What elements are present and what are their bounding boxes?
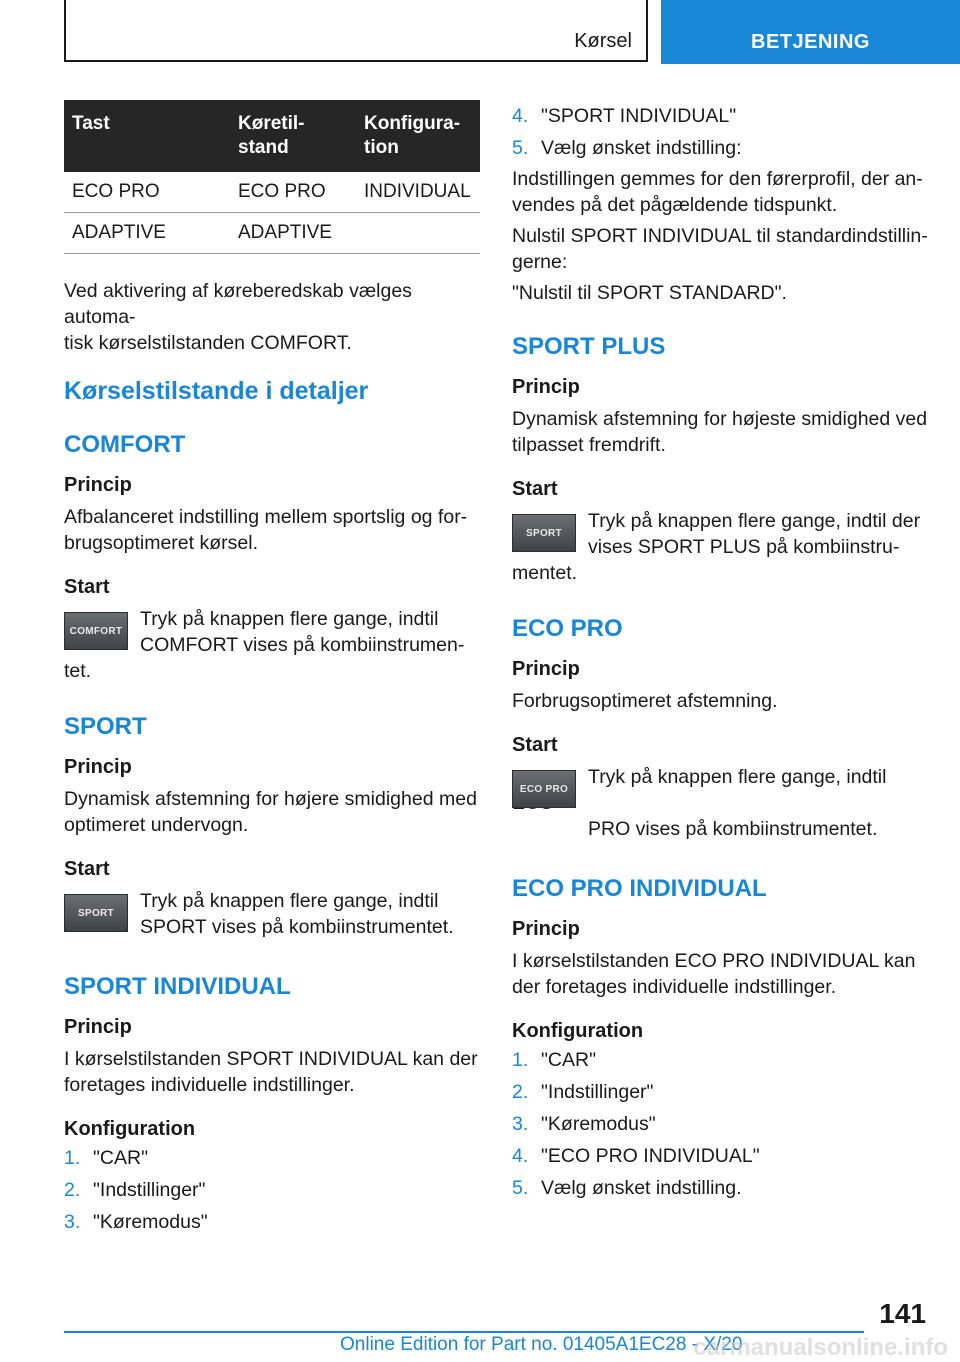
table-cell: ECO PRO: [64, 172, 230, 213]
step-text: "Køremodus": [541, 1113, 656, 1135]
table-header-text: Køretil- stand: [238, 113, 305, 158]
step-text: "CAR": [93, 1147, 149, 1169]
list-item: [64, 1142, 480, 1174]
table-cell: INDIVIDUAL: [356, 172, 480, 213]
eco-pro-heading: ECO PRO: [512, 615, 623, 642]
sport-individual-princip-label: Princip: [64, 1016, 132, 1038]
step-number: 2.: [512, 1081, 529, 1103]
step-number: 4.: [512, 105, 529, 127]
eco-pro-individual-heading: ECO PRO INDIVIDUAL: [512, 875, 767, 902]
list-item: [512, 1076, 928, 1108]
list-item: [512, 1140, 928, 1172]
step-text: "Indstillinger": [541, 1081, 654, 1103]
list-item: [512, 1044, 928, 1076]
comfort-start-text: Tryk på knappen flere gange, indtil COMFORT vises på kombiinstrumen- tet.: [64, 608, 465, 682]
header-section-label: Kørsel: [574, 30, 632, 52]
eco-pro-princip-text: Forbrugsoptimeret afstemning.: [512, 690, 778, 712]
main-heading: Kørselstilstande i detaljer: [64, 377, 369, 405]
page-header: [0, 0, 960, 66]
sport-individual-steps-cont: [512, 100, 928, 164]
sport-individual-steps: [64, 1142, 480, 1238]
mode-table: [64, 100, 480, 254]
table-cell: ECO PRO: [230, 172, 356, 213]
list-item: [64, 1174, 480, 1206]
table-row: [64, 213, 480, 254]
step-text: "ECO PRO INDIVIDUAL": [541, 1145, 760, 1167]
comfort-princip-label: Princip: [64, 474, 132, 496]
sport-heading: SPORT: [64, 713, 147, 740]
sport-start-row: [64, 888, 480, 940]
step-text: Vælg ønsket indstilling.: [541, 1177, 742, 1199]
eco-pro-individual-steps: [512, 1044, 928, 1204]
sport-plus-start-row: [512, 508, 928, 586]
sport-plus-button-icon: SPORT: [512, 514, 576, 552]
table-header-row: [64, 100, 480, 172]
watermark-text: carmanualsonline.info: [693, 1334, 948, 1361]
eco-pro-individual-princip-label: Princip: [512, 918, 580, 940]
right-column: [512, 100, 928, 1204]
list-item: [512, 100, 928, 132]
intro-text: Ved aktivering af køreberedskab vælges automa- tisk kørselstilstanden COMFORT.: [64, 280, 412, 354]
reset-option-text: "Nulstil til SPORT STANDARD".: [512, 282, 787, 304]
sport-plus-princip-label: Princip: [512, 376, 580, 398]
step-text: "Køremodus": [93, 1211, 208, 1233]
step-text: "SPORT INDIVIDUAL": [541, 105, 737, 127]
eco-pro-button-icon: ECO PRO: [512, 770, 576, 808]
step-number: 3.: [64, 1211, 81, 1233]
profile-save-text: Indstillingen gemmes for den førerprofil, der an- vendes på det pågældende tidspunkt.: [512, 168, 923, 216]
left-column: [64, 100, 480, 1238]
header-chapter-tab: [661, 0, 960, 64]
step-number: 5.: [512, 1177, 529, 1199]
sport-princip-label: Princip: [64, 756, 132, 778]
footer-divider: [64, 1331, 864, 1333]
list-item: [512, 1172, 928, 1204]
sport-plus-princip-text: Dynamisk afstemning for højeste smidighed ved tilpasset fremdrift.: [512, 408, 928, 456]
table-header-text: Konfigura- tion: [364, 113, 461, 158]
step-text: "Indstillinger": [93, 1179, 206, 1201]
sport-start-text: Tryk på knappen flere gange, indtil SPORT vises på kombiinstrumentet.: [140, 890, 454, 938]
sport-plus-start-label: Start: [512, 478, 558, 500]
page-number: 141: [879, 1298, 926, 1329]
step-number: 4.: [512, 1145, 529, 1167]
comfort-button-icon: COMFORT: [64, 612, 128, 650]
table-header-cell: [64, 100, 230, 172]
table-header-cell: [356, 100, 480, 172]
comfort-start-label: Start: [64, 576, 110, 598]
reset-text: Nulstil SPORT INDIVIDUAL til standardindstillin- gerne:: [512, 225, 928, 273]
edition-text: Online Edition for Part no. 01405A1EC28 - X/20: [340, 1334, 743, 1355]
table-row: [64, 172, 480, 213]
sport-individual-princip-text: I kørselstilstanden SPORT INDIVIDUAL kan der foretages individuelle indstillinger.: [64, 1048, 478, 1096]
list-item: [512, 1108, 928, 1140]
step-number: 3.: [512, 1113, 529, 1135]
sport-start-label: Start: [64, 858, 110, 880]
eco-pro-princip-label: Princip: [512, 658, 580, 680]
sport-button-icon: SPORT: [64, 894, 128, 932]
list-item: [512, 132, 928, 164]
sport-individual-config-label: Konfiguration: [64, 1118, 196, 1140]
table-cell: [356, 213, 480, 254]
step-number: 5.: [512, 137, 529, 159]
header-section-box: [64, 0, 648, 62]
table-header-cell: [230, 100, 356, 172]
comfort-start-row: [64, 606, 480, 684]
step-number: 2.: [64, 1179, 81, 1201]
step-number: 1.: [512, 1049, 529, 1071]
comfort-heading: COMFORT: [64, 431, 186, 458]
eco-pro-start-label: Start: [512, 734, 558, 756]
eco-pro-start-text: Tryk på knappen flere gange, indtil PRO vises på kombiinstrumentet.: [588, 766, 887, 840]
sport-princip-text: Dynamisk afstemning for højere smidighed med optimeret undervogn.: [64, 788, 477, 836]
comfort-princip-text: Afbalanceret indstilling mellem sportslig og for- brugsoptimeret kørsel.: [64, 506, 468, 554]
table-cell: ADAPTIVE: [64, 213, 230, 254]
header-chapter-label: BETJENING: [751, 31, 870, 53]
step-text: Vælg ønsket indstilling:: [541, 137, 742, 159]
table-header-text: Tast: [72, 113, 110, 134]
eco-pro-individual-princip-text: I kørselstilstanden ECO PRO INDIVIDUAL kan der foretages individuelle indstillinger.: [512, 950, 916, 998]
step-text: "CAR": [541, 1049, 597, 1071]
table-cell: ADAPTIVE: [230, 213, 356, 254]
sport-plus-heading: SPORT PLUS: [512, 333, 666, 360]
eco-pro-start-row: [512, 764, 928, 842]
sport-plus-start-text: Tryk på knappen flere gange, indtil der vises SPORT PLUS på kombiinstru- mentet.: [512, 510, 921, 584]
step-number: 1.: [64, 1147, 81, 1169]
list-item: [64, 1206, 480, 1238]
eco-pro-individual-config-label: Konfiguration: [512, 1020, 644, 1042]
sport-individual-heading: SPORT INDIVIDUAL: [64, 973, 291, 1000]
